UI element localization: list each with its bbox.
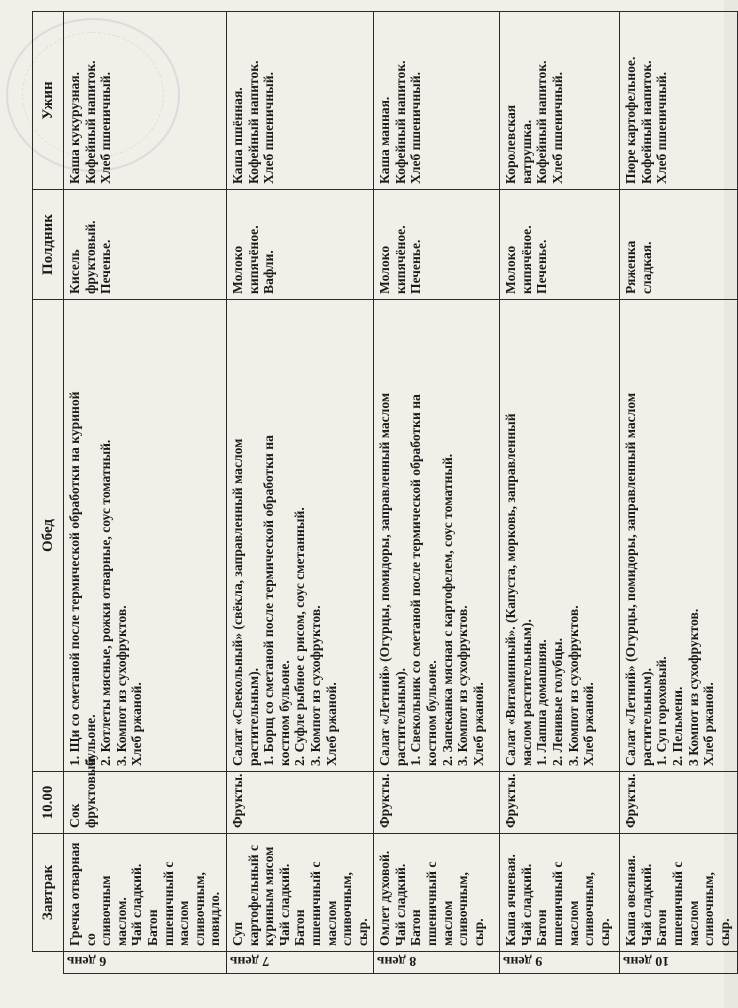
snack-cell [620, 772, 738, 834]
menu-body [64, 12, 738, 974]
menu-line: Батон пшеничный с [408, 861, 440, 946]
menu-line: Хлеб пшеничный. [550, 71, 566, 184]
menu-line: маслом сливочным, [565, 872, 597, 946]
menu-line: маслом сливочным, [685, 872, 717, 946]
menu-line: растительным). [392, 667, 408, 766]
menu-line: Хлеб пшеничный. [261, 71, 277, 184]
menu-line: Каша пшённая. [229, 87, 245, 184]
menu-line: Чай сладкий. [638, 863, 654, 946]
dinner-cell [374, 12, 500, 190]
menu-line: Каша манная. [377, 96, 393, 184]
afternoon-cell [374, 190, 500, 300]
lunch-cell [500, 300, 620, 772]
lunch-cell [374, 300, 500, 772]
menu-line: Омлет духовой. [377, 850, 393, 946]
menu-line: кипячёное. [518, 225, 534, 294]
menu-line: Кофейный напиток. [392, 60, 408, 184]
menu-line: 1. Свекольник со сметаной после термической обработки на [408, 394, 424, 766]
lunch-cell [620, 300, 738, 772]
menu-line: Фрукты. [623, 773, 639, 828]
afternoon-cell [500, 190, 620, 300]
menu-line: маслом сливочным, [323, 872, 355, 946]
menu-line: Хлеб ржаной. [581, 682, 597, 766]
menu-line: кипячёное. [245, 225, 261, 294]
day-row [620, 12, 738, 974]
day-row [226, 12, 373, 974]
menu-line: Королевская [503, 104, 519, 184]
header-afternoon: Полдник [33, 190, 64, 300]
menu-line: растительным). [245, 667, 261, 766]
snack-cell [500, 772, 620, 834]
menu-line: Батон пшеничный с [292, 861, 323, 946]
day-label: 6 день [67, 953, 107, 968]
menu-line: Чай сладкий. [392, 863, 408, 946]
menu-line: Батон пшеничный с [654, 861, 686, 946]
menu-line: Ряженка [623, 240, 639, 294]
menu-line: Фрукты. [503, 773, 519, 828]
header-dinner: Ужин [33, 12, 64, 190]
menu-line: 1. Щи со сметаной после термической обработки на куриной [67, 391, 82, 766]
dinner-cell [226, 12, 373, 190]
day-label-cell [500, 952, 620, 974]
menu-line: Молоко [377, 245, 393, 294]
menu-line: Каша овсяная. [623, 855, 639, 946]
day-label-cell [374, 952, 500, 974]
lunch-cell [226, 300, 373, 772]
menu-line: ватрушка. [518, 119, 534, 184]
menu-line: куриным мясом [261, 846, 277, 946]
menu-line: Сок [67, 803, 82, 828]
menu-line: сыр. [354, 918, 370, 946]
afternoon-cell [620, 190, 738, 300]
menu-line: Батон пшеничный с [534, 861, 566, 946]
menu-line: Пюре картофельное. [623, 56, 639, 184]
menu-line: 2. Суфле рыбное с рисом, соус сметанный. [292, 507, 308, 766]
dinner-cell [64, 12, 227, 190]
menu-line: маслом сливочным, [439, 872, 471, 946]
menu-line: Хлеб ржаной. [470, 682, 486, 766]
menu-line: Салат «Летний» (Огурцы, помидоры, заправленный маслом [623, 392, 639, 766]
dinner-cell [500, 12, 620, 190]
menu-line: Каша ячневая. [503, 854, 519, 946]
menu-line: Кисель [67, 249, 82, 294]
menu-line: фруктовый. [82, 754, 98, 828]
menu-line: Чай сладкий. [129, 863, 145, 946]
day-row [500, 12, 620, 974]
menu-line: сыр. [470, 918, 486, 946]
menu-line: кипячёное. [392, 225, 408, 294]
menu-line: Печенье. [534, 239, 550, 294]
menu-line: 3. Компот из сухофруктов. [113, 605, 129, 766]
snack-cell [374, 772, 500, 834]
menu-line: 3. Компот из сухофруктов. [455, 605, 471, 766]
menu-line: сыр. [596, 918, 612, 946]
menu-line: фруктовый. [82, 220, 98, 294]
menu-line: 1. Борщ со сметаной после термической обработки на [261, 435, 277, 766]
menu-line: Печенье. [408, 239, 424, 294]
day-label: 9 день [503, 953, 543, 968]
menu-line: 3. Компот из сухофруктов. [565, 605, 581, 766]
menu-line: Хлеб пшеничный. [408, 71, 424, 184]
menu-line: 1. Лапша домашняя. [534, 639, 550, 766]
menu-line: Фрукты. [229, 773, 245, 828]
menu-line: костном бульоне. [424, 660, 440, 766]
menu-line: Хлеб ржаной. [129, 682, 145, 766]
menu-line: костном бульоне. [276, 660, 292, 766]
menu-line: Хлеб пшеничный. [654, 71, 670, 184]
menu-line: Чай сладкий. [518, 863, 534, 946]
menu-line: маслом растительным). [518, 619, 534, 766]
day-label: 7 день [229, 953, 270, 968]
menu-line: Кофейный напиток. [245, 60, 261, 184]
snack-cell [64, 754, 227, 834]
afternoon-cell [226, 190, 373, 300]
menu-line: 3. Компот из сухофруктов. [307, 605, 323, 766]
menu-line: Хлеб ржаной. [323, 682, 339, 766]
menu-line: 1. Суп гороховый. [654, 656, 670, 766]
breakfast-cell [374, 834, 500, 952]
menu-line: 2. Пельмени. [670, 686, 686, 766]
menu-line: растительным). [638, 667, 654, 766]
menu-line: 2. Запеканка мясная с картофелем, соус томатный. [439, 453, 455, 766]
menu-line: 2. Ленивые голубцы. [550, 637, 566, 766]
menu-line: Хлеб пшеничный. [98, 71, 114, 184]
menu-line: Салат «Витаминный». (Капуста, морковь, заправленный [503, 413, 519, 766]
breakfast-cell [620, 834, 738, 952]
day-label: 8 день [377, 953, 417, 968]
menu-line: 2. Котлеты мясные, рожки отварные, соус томатный. [98, 439, 114, 766]
menu-line: Кофейный напиток. [638, 60, 654, 184]
menu-line: Батон пшеничный с [144, 861, 176, 946]
menu-line: Суп картофельный с [229, 844, 261, 946]
header-row [33, 12, 64, 974]
menu-line: Салат «Летний» (Огурцы, помидоры, заправленный маслом [377, 392, 393, 766]
breakfast-cell [64, 834, 227, 952]
menu-line: Печенье. [98, 239, 114, 294]
menu-line: маслом сливочным, [176, 872, 207, 946]
breakfast-cell [226, 834, 373, 952]
header-snack-10: 10.00 [33, 772, 64, 834]
day-label-cell [620, 952, 738, 974]
menu-line: Каша кукурузная. [67, 71, 82, 184]
menu-line: Гречка отварная со [67, 842, 98, 946]
day-label-cell [64, 952, 227, 974]
menu-line: 3 Компот из сухофруктов. [685, 608, 701, 766]
day-row [374, 12, 500, 974]
menu-line: сыр. [716, 918, 732, 946]
header-lunch: Обед [33, 300, 64, 772]
menu-line: Салат «Свекольный» (свёкла, заправленный маслом [229, 438, 245, 766]
menu-line: сливочным маслом. [98, 875, 129, 946]
menu-line: Молоко [229, 245, 245, 294]
lunch-cell [64, 300, 227, 772]
day-label: 10 день [623, 953, 670, 968]
afternoon-cell [64, 190, 227, 300]
menu-line: Кофейный напиток. [534, 60, 550, 184]
menu-line: Молоко [503, 245, 519, 294]
snack-cell [226, 772, 373, 834]
menu-line: Вафли. [261, 250, 277, 294]
header-breakfast: Завтрак [33, 834, 64, 952]
dinner-cell [620, 12, 738, 190]
header-day-blank [33, 952, 64, 974]
menu-line: Фрукты. [377, 773, 393, 828]
menu-line: бульоне. [82, 714, 98, 766]
breakfast-cell [500, 834, 620, 952]
day-label-cell [226, 952, 373, 974]
menu-line: сладкая. [638, 241, 654, 294]
menu-line: Кофейный напиток. [82, 60, 98, 184]
menu-line: Чай сладкий. [276, 863, 292, 946]
menu-line: Хлеб ржаной. [701, 682, 717, 766]
menu-table [32, 11, 738, 974]
day-row [64, 12, 227, 974]
menu-line: повидло. [207, 891, 223, 946]
